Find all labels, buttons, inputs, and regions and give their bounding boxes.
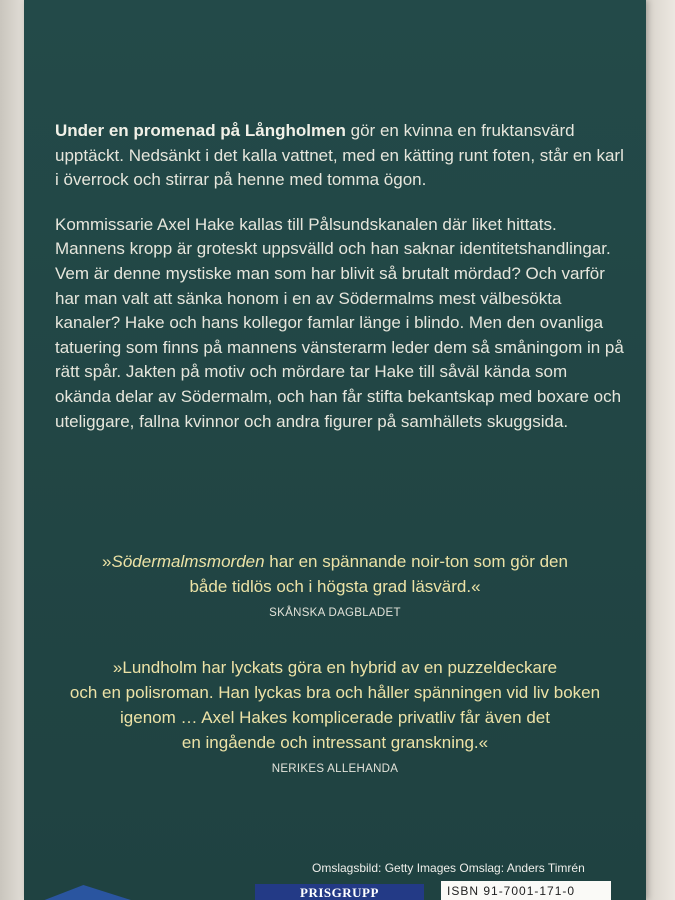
review-quote-2-line-2: och en polisroman. Han lyckas bra och håller spänningen vid liv boken bbox=[69, 683, 601, 702]
blurb-text bbox=[55, 119, 625, 454]
blurb-lead: Under en promenad på Långholmen bbox=[55, 121, 346, 140]
isbn-label: ISBN 91-7001-171-0 bbox=[441, 881, 611, 900]
blurb-paragraph-2: Kommissarie Axel Hake kallas till Pålsundskanalen där liket hittats. Mannens kropp är groteskt uppsvälld och han saknar identitetshandlingar. Vem är denne mystiske man som har blivit så brutalt mördad? Och varför har man valt att sänka honom i en av Södermalms mest välbesökta kanaler? Hake och hans kollegor famlar länge i blindo. Men den ovanliga tatuering som finns på mannens vänsterarm leder dem så småningom in på rätt spår. Jakten på motiv och mördare tar Hake till såväl kända som okända delar av Södermalm, och han får stifta bekantskap med boxare och uteliggare, fallna kvinnor och andra figurer på samhällets skuggsida. bbox=[55, 214, 624, 431]
blurb-paragraph-1 bbox=[55, 119, 625, 193]
review-quote-2-line-3: igenom … Axel Hakes komplicerade privatliv får även det bbox=[120, 708, 550, 727]
book-title: Södermalmsmorden bbox=[111, 552, 265, 571]
blurb-paragraph-1-rest: gör en kvinna en fruktansvärd upptäckt. Nedsänkt i det kalla vattnet, med en kätting runt foten, står en karl i överrock och stirrar på henne med tomma ögon. bbox=[55, 121, 624, 190]
book-back-cover bbox=[24, 0, 646, 900]
review-quote-2-line-4: en ingående och intressant granskning.« bbox=[181, 733, 489, 752]
review-source-1: SKÅNSKA DAGBLADET bbox=[269, 607, 401, 619]
review-source-2: NERIKES ALLEHANDA bbox=[271, 763, 399, 775]
review-quote-1-line-1-rest: har en spännande noir-ton som gör den bbox=[264, 552, 568, 571]
publisher-logo: PRISGRUPP bbox=[255, 884, 424, 900]
publisher-triangle-icon bbox=[42, 885, 134, 900]
review-quote-2 bbox=[24, 655, 646, 778]
quote-open-mark: » bbox=[102, 552, 112, 571]
background-surface-left bbox=[0, 0, 24, 900]
review-quote-1 bbox=[24, 549, 646, 622]
footer-bar bbox=[24, 878, 646, 900]
review-quote-1-line-2: både tidlös och i högsta grad läsvärd.« bbox=[189, 577, 481, 596]
review-quote-1-line-1 bbox=[24, 549, 646, 574]
background-surface-right bbox=[646, 0, 675, 900]
review-quote-2-line-1: »Lundholm har lyckats göra en hybrid av en puzzeldeckare bbox=[112, 658, 558, 677]
cover-credits: Omslagsbild: Getty Images Omslag: Anders Timrén bbox=[312, 861, 585, 875]
